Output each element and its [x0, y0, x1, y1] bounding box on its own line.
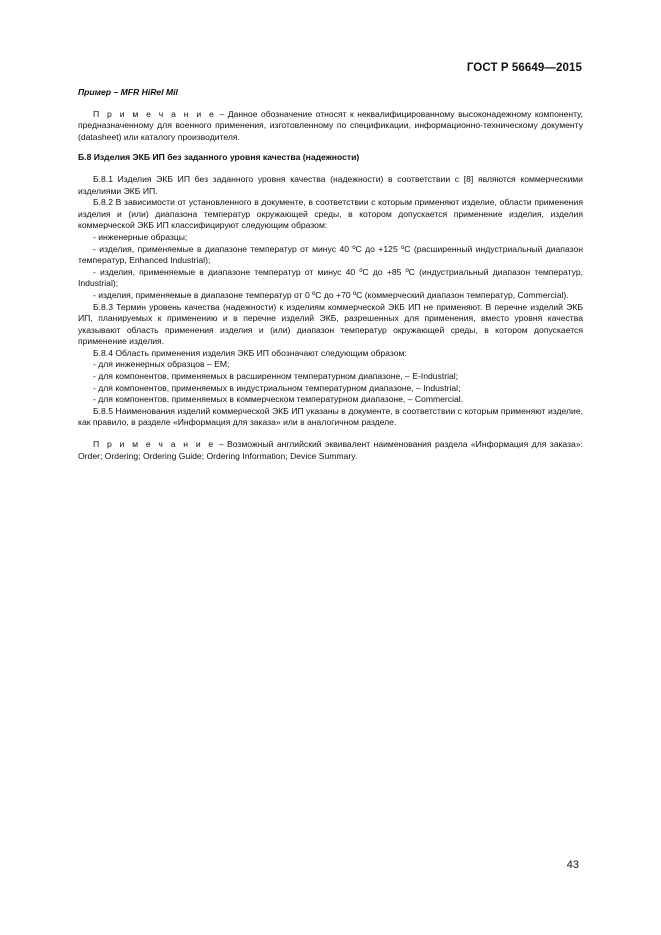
list-item: - для инженерных образцов – ЕМ;: [93, 359, 230, 370]
paragraph-b81: Б.8.1 Изделия ЭКБ ИП без заданного уровня качества (надежности) в соответствии с [8] являются коммерческими изделиями ЭКБ ИП.: [78, 173, 583, 196]
example-note: [78, 109, 583, 144]
note-label: П р и м е ч а н и е: [93, 108, 217, 119]
list-item: - для компонентов, применяемых в индустриальном температурном диапазоне, – Industrial;: [93, 382, 461, 393]
list-item: - изделия, применяемые в диапазоне температур от минус 40 ºС до +125 ºС (расширенный индустриальный диапазон температур, Enhanced Industrial);: [78, 243, 583, 266]
list-item: - для компонентов, применяемых в коммерческом температурном диапазоне, – Commercial.: [93, 394, 464, 405]
page-number: 43: [566, 859, 579, 871]
list-item: - для компонентов, применяемых в расширенном температурном диапазоне, – E-Industrial;: [93, 371, 459, 382]
note-text: – Данное обозначение относят к неквалифицированному высоконадежному компоненту, предназначенному для военного применения, изготовленному по спецификации, информационно-техническому документу (datasheet) или каталогу производителя.: [78, 108, 583, 142]
paragraph-b85: Б.8.5 Наименования изделий коммерческой ЭКБ ИП указаны в документе, в соответствии с которым применяют изделие, как правило, в разделе «Информация для заказа» или в аналогичном разделе.: [78, 405, 583, 428]
list-item: - изделия, применяемые в диапазоне температур от 0 ºС до +70 ºС (коммерческий диапазон температур, Commercial).: [93, 289, 569, 300]
section-heading: Б.8 Изделия ЭКБ ИП без заданного уровня качества (надежности): [78, 152, 360, 163]
list-item: - инженерные образцы;: [93, 231, 188, 242]
section-note: [78, 439, 583, 462]
page-content: [78, 87, 583, 462]
note-text: – Возможный английский эквивалент наименования раздела «Информация для заказа»: Order; Ordering; Ordering Guide; Ordering Information; Device Summary.: [78, 439, 583, 461]
paragraph-b84: Б.8.4 Область применения изделия ЭКБ ИП обозначают следующим образом:: [93, 347, 407, 358]
standard-number-header: ГОСТ Р 56649—2015: [466, 62, 582, 74]
list-item: - изделия, применяемые в диапазоне температур от минус 40 ºС до +85 ºС (индустриальный диапазон температур, Industrial);: [78, 266, 583, 289]
note-label: П р и м е ч а н и е: [93, 439, 216, 450]
paragraph-b83: Б.8.3 Термин уровень качества (надежности) к изделиям коммерческой ЭКБ ИП не применяют. В перечне изделий ЭКБ ИП, планируемых к применению и в перечне изделий ЭКБ, разрешенных для применения, вместо уровня качества указывают область применения изделия и (или) диапазон температур окружающей среды, в котором допускается применение изделия.: [78, 301, 583, 347]
paragraph-b82: Б.8.2 В зависимости от установленного в документе, в соответствии с которым применяют изделие, области применения изделия и (или) диапазона температур окружающей среды, в котором допускается применение изделия, изделия коммерческой ЭКБ ИП классифицируют следующим образом:: [78, 197, 583, 231]
example-title: Пример – MFR HiRel Mil: [78, 87, 178, 97]
